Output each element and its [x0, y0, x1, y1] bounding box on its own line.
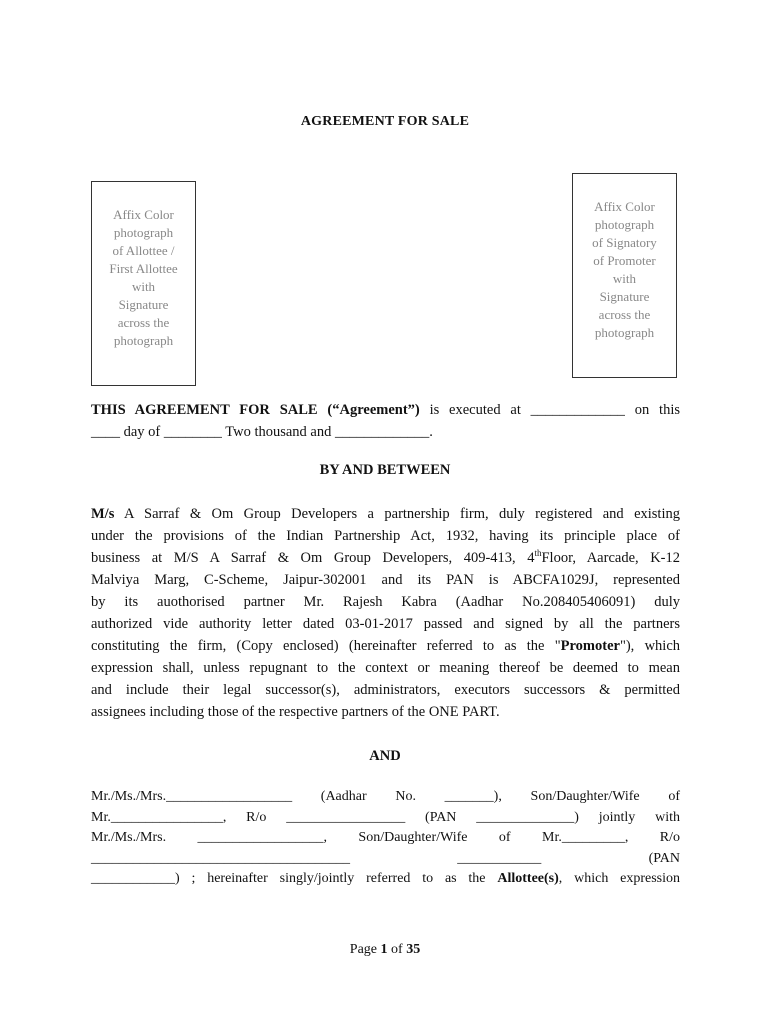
promoter-line-7a: constituting the firm, (Copy enclosed) (hereinafter referred to as the " — [91, 638, 561, 654]
allottee-line-5a: ____________) ; hereinafter singly/jointly referred to as the — [91, 871, 498, 886]
promoter-line-5: by its auothorised partner Mr. Rajesh Kabra (Aadhar No.208405406091) duly — [91, 594, 680, 610]
page-word: Page — [349, 942, 381, 957]
promoter-photo-box — [572, 173, 677, 378]
allottee-line-4: _____________________________________ ____________ (PAN — [91, 850, 680, 866]
page-footer — [0, 942, 770, 958]
promoter-line-1-text: A Sarraf & Om Group Developers a partnership firm, duly registered and existing — [114, 506, 680, 522]
by-and-between-heading: BY AND BETWEEN — [319, 462, 451, 478]
promoter-line-7c: "), which — [619, 638, 681, 654]
promoter-line-1 — [91, 503, 680, 525]
intro-line-1 — [91, 399, 680, 421]
promoter-line-10: assignees including those of the respective partners of the ONE PART. — [91, 704, 500, 720]
promoter-line-2: under the provisions of the Indian Partnership Act, 1932, having its principle place of — [91, 528, 680, 544]
intro-line-2: ____ day of ________ Two thousand and _____________. — [91, 424, 433, 440]
intro-paragraph — [91, 399, 680, 443]
allottee-photo-box — [91, 181, 196, 386]
allottee-photo-instruction: Affix Color photograph of Allottee / First Allottee with Signature across the photograph — [109, 207, 178, 348]
of-word: of — [387, 942, 407, 957]
promoter-photo-instruction: Affix Color photograph of Signatory of Promoter with Signature across the photograph — [592, 199, 657, 340]
promoter-line-6: authorized vide authority letter dated 03-01-2017 passed and signed by all the partners — [91, 616, 680, 632]
promoter-term: Promoter — [560, 638, 620, 654]
promoter-line-3a: business at M/S A Sarraf & Om Group Developers, 409-413, 4 — [91, 550, 535, 566]
intro-bold-lead: THIS AGREEMENT FOR SALE (“Agreement”) — [91, 402, 420, 418]
intro-line-1-rest: is executed at _____________ on this — [419, 402, 681, 418]
promoter-paragraph — [91, 503, 680, 723]
promoter-line-3b: Floor, Aarcade, K-12 — [541, 550, 680, 566]
ordinal-suffix: th — [534, 548, 542, 559]
allottee-paragraph — [91, 787, 680, 890]
page-total: 35 — [406, 942, 421, 957]
and-heading: AND — [369, 748, 401, 764]
allottee-line-5 — [91, 869, 680, 890]
promoter-line-8: expression shall, unless repugnant to the context or meaning thereof be deemed to mean — [91, 660, 680, 676]
allottee-line-2: Mr.________________, R/o _________________ (PAN ______________) jointly with — [91, 809, 680, 825]
promoter-line-9: and include their legal successor(s), administrators, executors successors & permitted — [91, 682, 680, 698]
promoter-line-4: Malviya Marg, C-Scheme, Jaipur-302001 and its PAN is ABCFA1029J, represented — [91, 572, 680, 588]
allottee-line-1: Mr./Ms./Mrs.__________________ (Aadhar No. _______), Son/Daughter/Wife of — [91, 789, 680, 804]
page-number: 1 — [380, 942, 388, 957]
ms-label: M/s — [91, 506, 115, 522]
promoter-line-7 — [91, 635, 680, 657]
allottee-line-5c: , which expression — [558, 871, 681, 886]
document-title: AGREEMENT FOR SALE — [300, 114, 470, 129]
promoter-line-3 — [91, 547, 680, 569]
allottee-term: Allottee(s) — [497, 871, 559, 886]
allottee-line-3: Mr./Ms./Mrs. __________________, Son/Daughter/Wife of Mr._________, R/o — [91, 830, 680, 845]
